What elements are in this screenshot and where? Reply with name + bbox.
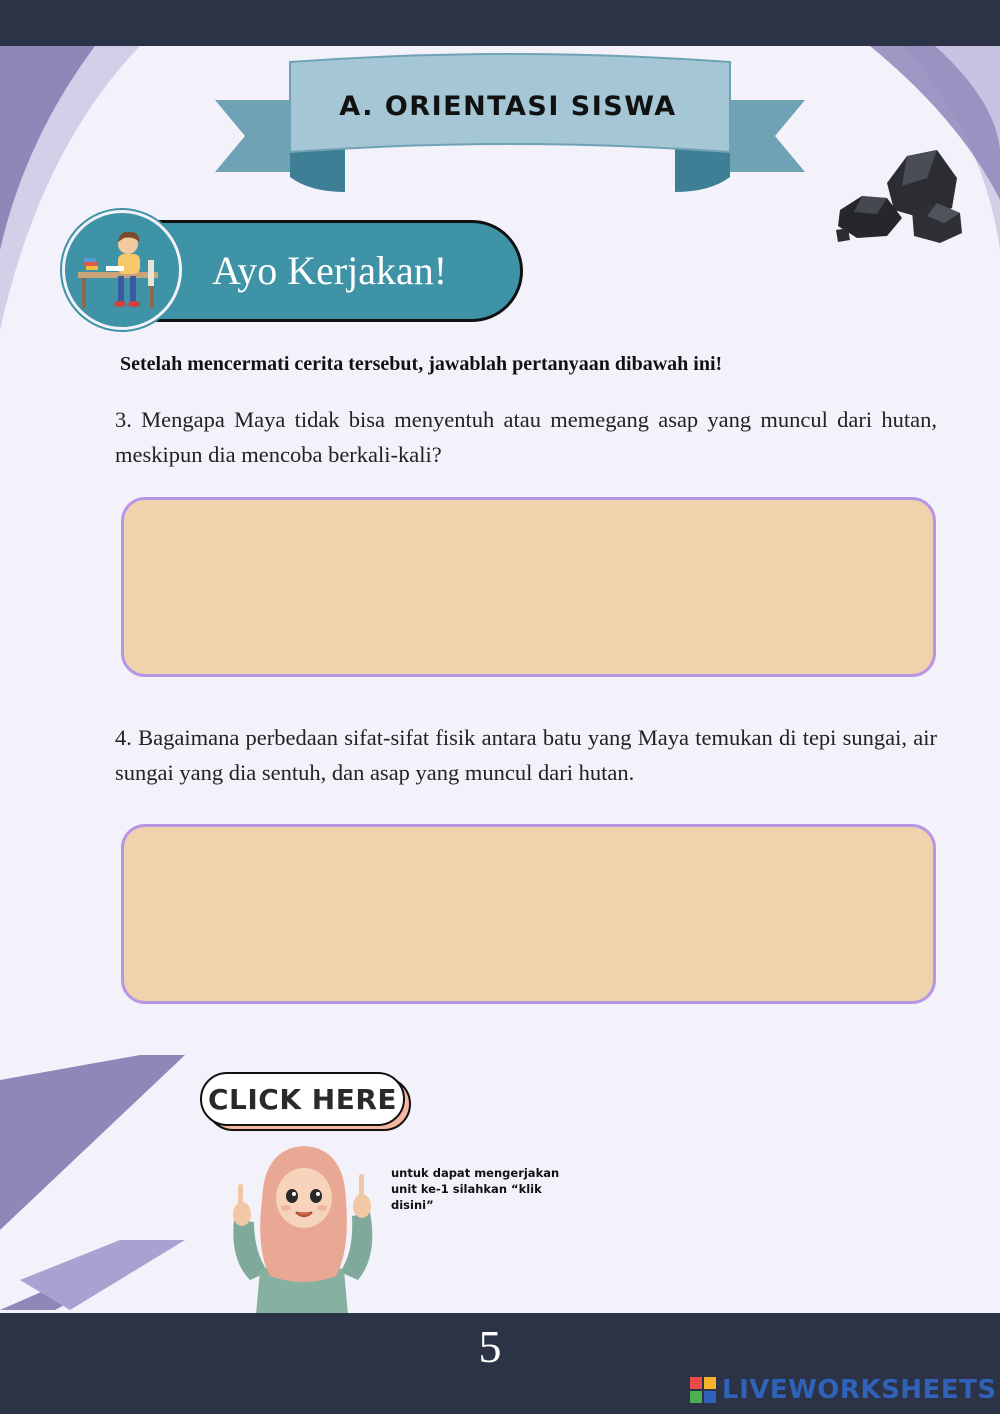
- coal-rocks-icon: [832, 148, 967, 244]
- hijab-girl-pointing-icon: [220, 1140, 385, 1315]
- section-title: A. ORIENTASI SISWA: [339, 90, 677, 122]
- instruction-note: untuk dapat mengerjakan unit ke-1 silahkan “klik disini”: [391, 1166, 560, 1212]
- page-number: 5: [478, 1321, 502, 1372]
- question-3: 3. Mengapa Maya tidak bisa menyentuh atau memegang asap yang muncul dari hutan, meskipun dia mencoba berkali-kali?: [115, 407, 937, 467]
- question-4: 4. Bagaimana perbedaan sifat-sifat fisik antara batu yang Maya temukan di tepi sungai, air sungai yang dia sentuh, dan asap yang muncul dari hutan.: [115, 725, 937, 785]
- answer-box-3[interactable]: [121, 497, 936, 677]
- answer-box-4[interactable]: [121, 824, 936, 1004]
- liveworksheets-logo-icon: [690, 1377, 716, 1403]
- banner-title: Ayo Kerjakan!: [212, 247, 448, 293]
- liveworksheets-watermark: [690, 1374, 997, 1406]
- instruction-text: Setelah mencermati cerita tersebut, jawablah pertanyaan dibawah ini!: [120, 353, 723, 375]
- student-studying-icon: [62, 210, 182, 330]
- click-here-button[interactable]: CLICK HERE: [200, 1072, 405, 1126]
- watermark-text: LIVEWORKSHEETS: [722, 1375, 997, 1405]
